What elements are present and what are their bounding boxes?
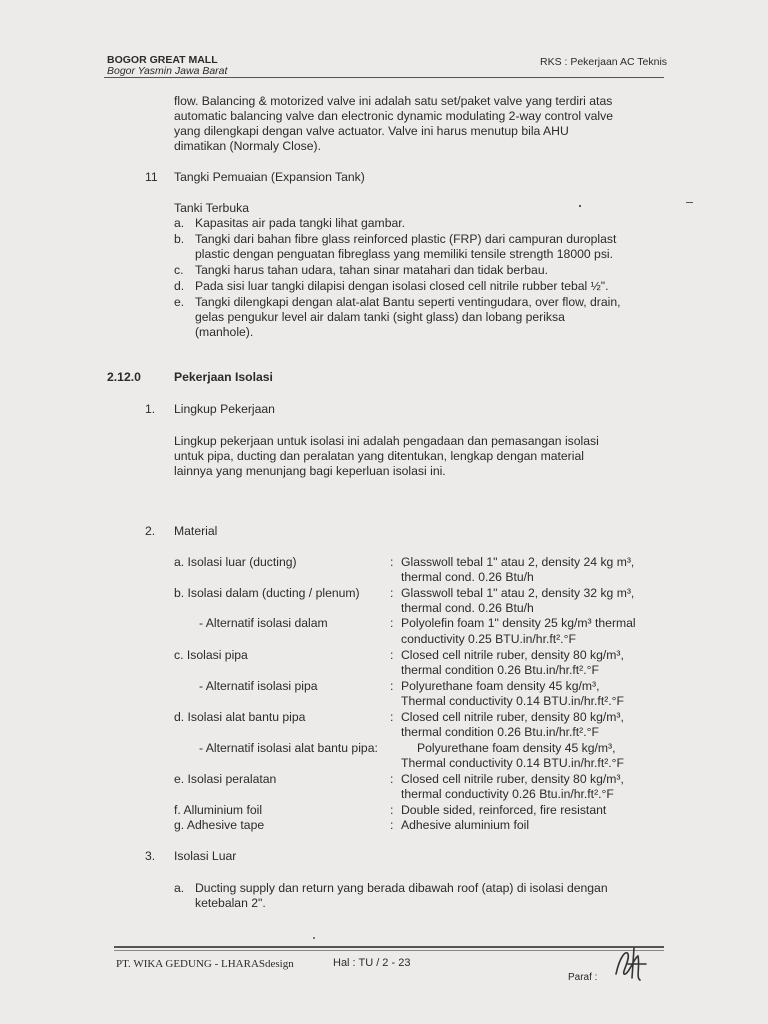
- text-line: untuk pipa, ducting dan peralatan yang ditentukan, lengkap dengan material: [174, 449, 584, 463]
- material-spec: Glasswoll tebal 1" atau 2, density 32 kg m³,: [401, 586, 635, 600]
- footer-rule: [114, 946, 664, 948]
- header-title: BOGOR GREAT MALL: [107, 54, 218, 66]
- material-label: b. Isolasi dalam (ducting / plenum): [174, 586, 360, 600]
- material-spec: Double sided, reinforced, fire resistant: [401, 803, 607, 817]
- item-11-subtitle: Tanki Terbuka: [174, 201, 249, 215]
- text-line: yang dilengkapi dengan valve actuator. Valve ini harus menutup bila AHU: [174, 124, 569, 138]
- material-spec: Closed cell nitrile ruber, density 80 kg/m³,: [401, 772, 624, 786]
- material-spec: conductivity 0.25 BTU.in/hr.ft².°F: [401, 632, 576, 646]
- material-label: - Alternatif isolasi alat bantu pipa:: [199, 741, 378, 755]
- material-separator: :: [390, 586, 394, 600]
- material-label: d. Isolasi alat bantu pipa: [174, 710, 306, 724]
- material-label: f. Alluminium foil: [174, 803, 263, 817]
- material-separator: :: [390, 710, 394, 724]
- item-11-title: Tangki Pemuaian (Expansion Tank): [174, 170, 365, 184]
- lingkup-paragraph: [174, 434, 660, 479]
- subsection-title: Isolasi Luar: [174, 849, 237, 863]
- text-line: automatic balancing valve dan electronic dynamic modulating 2-way control valve: [174, 109, 613, 123]
- material-spec: Adhesive aluminium foil: [401, 818, 530, 832]
- material-spec: thermal cond. 0.26 Btu/h: [401, 570, 534, 584]
- text-line: Lingkup pekerjaan untuk isolasi ini adalah pengadaan dan pemasangan isolasi: [174, 434, 599, 448]
- text-line: lainnya yang menunjang bagi keperluan isolasi ini.: [174, 464, 446, 478]
- material-separator: :: [390, 803, 394, 817]
- material-spec: thermal condition 0.26 Btu.in/hr.ft².°F: [401, 725, 599, 739]
- list-text: Tangki dari bahan fibre glass reinforced plastic (FRP) dari campuran duroplast: [195, 232, 617, 246]
- material-spec: Polyolefin foam 1" density 25 kg/m³ thermal: [401, 616, 636, 630]
- material-label: a. Isolasi luar (ducting): [174, 555, 297, 569]
- material-separator: :: [390, 616, 394, 630]
- footer-rule-thin: [114, 950, 664, 951]
- footer-company: PT. WIKA GEDUNG - LHARASdesign: [116, 958, 294, 970]
- text-line: Tangki dilengkapi dengan alat-alat Bantu seperti ventingudara, over flow, drain,: [195, 295, 621, 309]
- material-spec: Thermal conductivity 0.14 BTU.in/hr.ft².°F: [401, 756, 624, 770]
- list-text: Pada sisi luar tangki dilapisi dengan isolasi closed cell nitrile rubber tebal ½".: [195, 279, 609, 293]
- material-separator: :: [390, 555, 394, 569]
- material-separator: :: [390, 679, 394, 693]
- text-line: Ducting supply dan return yang berada dibawah roof (atap) di isolasi dengan: [195, 881, 608, 895]
- paraf-signature-icon: [606, 944, 654, 986]
- material-spec: thermal condition 0.26 Btu.in/hr.ft².°F: [401, 663, 599, 677]
- list-text: Tangki harus tahan udara, tahan sinar matahari dan tidak berbau.: [195, 263, 548, 277]
- scan-speck: [579, 205, 581, 207]
- material-spec: Thermal conductivity 0.14 BTU.in/hr.ft².°F: [401, 694, 624, 708]
- material-label: - Alternatif isolasi dalam: [199, 616, 328, 630]
- text-line: (manhole).: [195, 325, 254, 339]
- list-text: Kapasitas air pada tangki lihat gambar.: [195, 216, 406, 230]
- list-letter: a.: [174, 216, 185, 230]
- material-separator: :: [390, 772, 394, 786]
- list-letter: b.: [174, 232, 185, 246]
- subsection-title: Lingkup Pekerjaan: [174, 402, 275, 416]
- material-label: e. Isolasi peralatan: [174, 772, 277, 786]
- section-number: 2.12.0: [107, 370, 141, 384]
- intro-paragraph: [174, 94, 660, 154]
- scan-speck: [686, 202, 693, 203]
- header-subtitle: Bogor Yasmin Jawa Barat: [107, 65, 228, 77]
- material-spec: thermal cond. 0.26 Btu/h: [401, 601, 534, 615]
- list-letter: a.: [174, 881, 185, 895]
- section-title: Pekerjaan Isolasi: [174, 370, 273, 384]
- text-line: flow. Balancing & motorized valve ini adalah satu set/paket valve yang terdiri atas: [174, 94, 613, 108]
- material-spec: thermal conductivity 0.26 Btu.in/hr.ft².°F: [401, 787, 614, 801]
- material-spec: Glasswoll tebal 1" atau 2, density 24 kg m³,: [401, 555, 635, 569]
- material-spec: Closed cell nitrile ruber, density 80 kg/m³,: [401, 710, 624, 724]
- material-spec: Polyurethane foam density 45 kg/m³,: [401, 679, 600, 693]
- header-rule: [104, 77, 664, 78]
- header-document-ref: RKS : Pekerjaan AC Teknis: [540, 56, 668, 68]
- material-spec: Polyurethane foam density 45 kg/m³,: [417, 741, 616, 755]
- text-line: ketebalan 2".: [195, 896, 266, 910]
- list-letter: d.: [174, 279, 185, 293]
- material-label: - Alternatif isolasi pipa: [199, 679, 318, 693]
- material-separator: :: [390, 818, 394, 832]
- footer-paraf-label: Paraf :: [568, 972, 598, 983]
- list-letter: c.: [174, 263, 184, 277]
- subsection-number: 1.: [145, 402, 156, 416]
- material-label: g. Adhesive tape: [174, 818, 265, 832]
- material-label: c. Isolasi pipa: [174, 648, 248, 662]
- item-11-number: 11: [145, 170, 158, 184]
- text-line: dimatikan (Normaly Close).: [174, 139, 321, 153]
- material-spec: Closed cell nitrile ruber, density 80 kg/m³,: [401, 648, 624, 662]
- footer-page-number: Hal : TU / 2 - 23: [333, 957, 411, 969]
- text-line: gelas pengukur level air dalam tanki (sight glass) dan lobang periksa: [195, 310, 565, 324]
- subsection-number: 3.: [145, 849, 156, 863]
- scan-speck: [313, 937, 315, 939]
- list-text: plastic dengan penguatan fibreglass yang memiliki tensile strength 18000 psi.: [195, 247, 614, 261]
- list-letter: e.: [174, 295, 185, 309]
- list-text-block: [195, 881, 660, 911]
- list-text-block: [195, 295, 660, 340]
- material-separator: :: [390, 648, 394, 662]
- subsection-title: Material: [174, 524, 218, 538]
- subsection-number: 2.: [145, 524, 156, 538]
